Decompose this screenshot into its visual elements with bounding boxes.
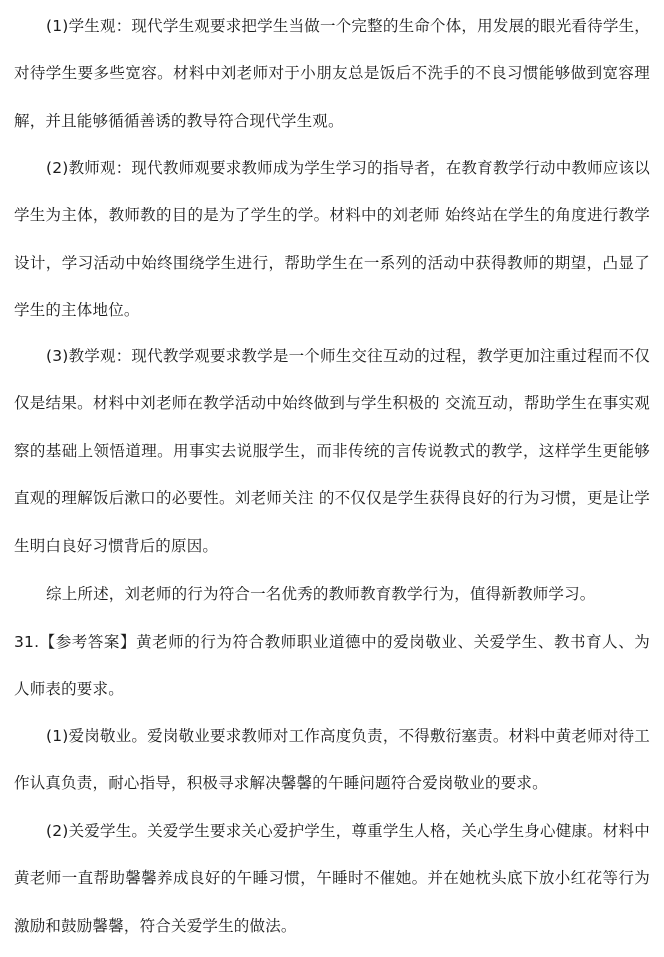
paragraph-teaching-view: (3)教学观：现代教学观要求教学是一个师生交往互动的过程，教学更加注重过程而不仅仅是结果。材料中刘老师在教学活动中始终做到与学生积极的 交流互动，帮助学生在事实观察的基础上领悟道理。用事实去说服学生，而非传统的言传说教式的教学，这样学生更能够直观的理解饭后漱口的必要性。刘老师关注 的不仅仅是学生获得良好的行为习惯，更是让学生明白良好习惯背后的原因。 bbox=[14, 347, 650, 555]
answer-31-paragraph bbox=[14, 619, 650, 714]
paragraph-summary: 综上所述，刘老师的行为符合一名优秀的教师教育教学行为，值得新教师学习。 bbox=[46, 585, 596, 603]
reference-answer-tag: 【参考答案】 bbox=[39, 633, 137, 651]
paragraph-dedication: (1)爱岗敬业。爱岗敬业要求教师对工作高度负责，不得敷衍塞责。材料中黄老师对待工作认真负责，耐心指导，积极寻求解决馨馨的午睡问题符合爱岗敬业的要求。 bbox=[14, 727, 650, 793]
paragraph-teacher-view: (2)教师观：现代教师观要求教师成为学生学习的指导者，在教育教学行动中教师应该以学生为主体，教师教的目的是为了学生的学。材料中的刘老师 始终站在学生的角度进行教学设计，学习活动中始终围绕学生进行，帮助学生在一系列的活动中获得教师的期望，凸显了学生的主体地位。 bbox=[14, 159, 650, 320]
answer-31-text: 黄老师的行为符合教师职业道德中的爱岗敬业、关爱学生、教书育人、为人师表的要求。 bbox=[14, 633, 651, 699]
paragraph-caring-students: (2)关爱学生。关爱学生要求关心爱护学生，尊重学生人格，关心学生身心健康。材料中黄老师一直帮助馨馨养成良好的午睡习惯，午睡时不催她。并在她枕头底下放小红花等行为激励和鼓励馨馨，符合关爱学生的做法。 bbox=[14, 822, 650, 935]
question-number: 31. bbox=[14, 633, 40, 651]
paragraph-student-view: (1)学生观：现代学生观要求把学生当做一个完整的生命个体，用发展的眼光看待学生，对待学生要多些宽容。材料中刘老师对于小朋友总是饭后不洗手的不良习惯能够做到宽容理解，并且能够循循善诱的教导符合现代学生观。 bbox=[14, 17, 650, 130]
